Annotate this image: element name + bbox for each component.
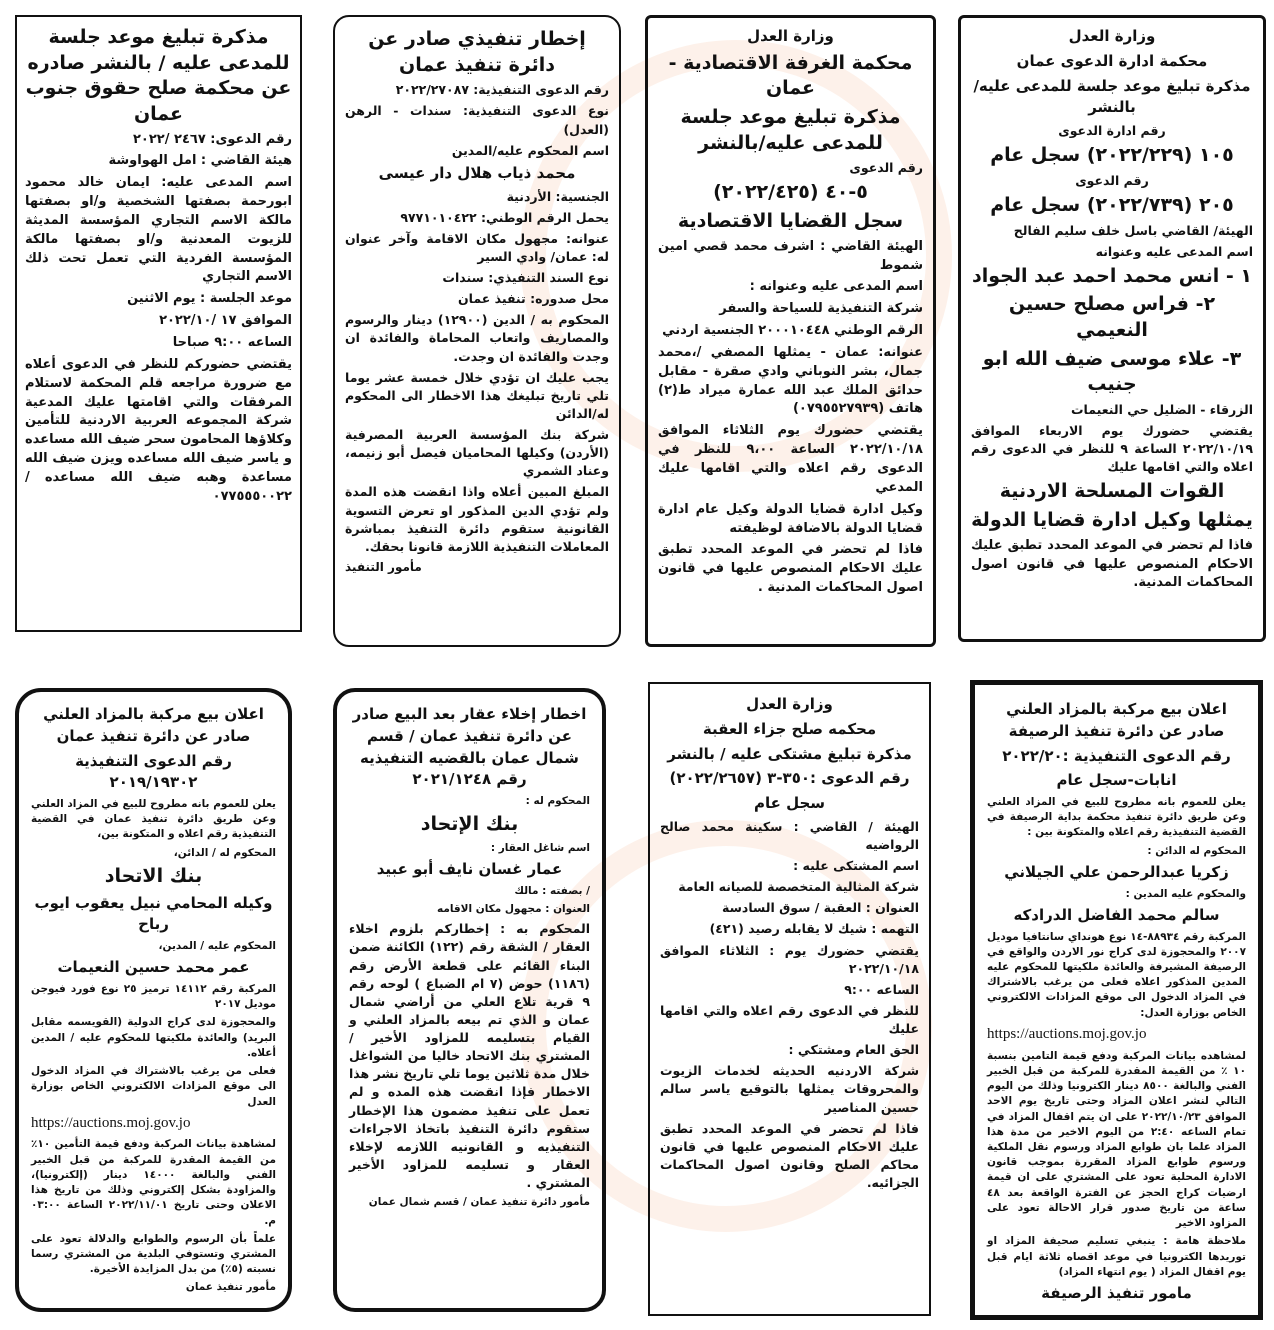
notice-vehicle-auction-amman [15,688,292,1312]
notice-property-eviction [333,688,606,1312]
notice-text: يقتضي حضورك يوم : الثلاثاء الموافق ٢٠٢٢/١٠/١٨ [660,942,919,976]
notice-text: موعد الجلسة : يوم الاثنين [127,291,292,307]
notice-text: فاذا لم تحضر في الموعد المحدد تطبق عليك الاحكام المنصوص عليها في قانون محاكم الصلح وقانون اصول المحاكمات الجزائيه. [660,1120,919,1190]
notice-headline: سجل القضايا الاقتصادية [677,210,904,233]
notice-text: اسم المدعى عليه وعنوانه [1095,243,1253,259]
notice-heading: مامور تنفيذ الرصيفة [1041,1283,1192,1302]
notice-text: اسم المدعى عليه وعنوانه : [749,279,923,295]
notice-text: هيئة القاضي : امل الهواوشة [108,153,292,169]
notice-text: الحق العام ومشتكي : [788,1042,919,1058]
notice-headline: القوات المسلحة الاردنية [999,480,1225,503]
notice-text: الهيئة/ القاضي باسل خلف سليم الفالح [1013,222,1253,238]
auction-website-link[interactable]: https://auctions.moj.gov.jo [987,1025,1147,1042]
notice-small-text: / بصفته : مالك [514,884,590,897]
notice-small-text: المحكوم له : [525,795,590,807]
notice-small-text: علماً بأن الرسوم والطوابع والدلالة تعود على المشتري وتستوفي البلدية من المشتري رسما نسبته (٥٪) من بدل المزايدة الأخيرة. [31,1232,276,1276]
notice-text: العنوان : العقبة / سوق السادسة [722,900,919,916]
notice-small-text: لمشاهده بيانات المركبة ودفع قيمة التامين بنسبة ١٠ ٪ من القيمة المقدرة للمركبة من قبل الخبير الفني والبالغة ٨٥٠٠ دينار الكترونيا وذلك من اليوم التالي لنشر اعلان المزاد وحتى تاريخ يوم الاحد الموافق ٢٠٢٢/١٠/٢٣ على ان يتم اقفال المزاد في تمام الساعه ٢:٤٠ من اليوم الاخير من مدة هذا المزاد علما بان طوابع المزاد ورسوم نقل الملكية ورسوم طوابع المزاد المقررة بموجب قانون الادارة المحلية تعود على المشتري على ان قيمة ارضيات كراج الحجز عن الفترة الواقعة بعد ٤٨ ساعة من تاريخ صدور قرار الاحالة تعود على المزاود الاخير [987,1049,1247,1230]
notice-heading: زكريا عبدالرحمن علي الجيلاني [1004,862,1229,881]
notice-text: الساعه ٩:٠٠ صباحا [172,335,292,350]
notice-text: للنظر في الدعوى رقم اعلاه والتي اقامها عليك [660,1002,919,1036]
notice-headline: ٢٠٥ (٢٠٢٢/٧٣٩) سجل عام [990,193,1234,216]
notice-text: نوع السند التنفيذي: سندات [442,270,609,286]
notice-heading: سالم محمد الفاضل الدرادكه [1013,905,1220,924]
notice-text: فاذا لم تحضر في الموعد المحدد تطبق عليك الاحكام المنصوص عليها في قانون اصول المحاكمات المدنية . [658,542,923,596]
notice-text: الهيئة القاضي : اشرف محمد قصي امين شموط [658,238,923,273]
notice-small-text: المحكوم له / الدائن، [173,846,276,859]
notice-headline: ٢- فراس مصلح حسين النعيمي [1008,293,1216,342]
notice-heading: وزارة العدل [1068,27,1156,45]
notice-headline: مذكرة تبليغ موعد جلسة للمدعى عليه / بالنشر صادره عن محكمة صلح حقوق جنوب عمان [25,26,292,125]
notice-small-text: اسم شاغل العقار : [490,841,590,854]
notice-text: الساعه ٩:٠٠ [844,981,919,997]
notice-text: اسم المشتكى عليه : [793,858,919,873]
notice-small-text: يعلن للعموم بانه مطروح للبيع في المزاد العلني وعن طريق دائرة تنفيذ عمان في القضية التنفيذية رقم اعلاه و المتكونة بين، [31,798,276,841]
notice-text: المبلغ المبين أعلاه واذا انقضت هذه المدة ولم تؤدي الدين المذكور او تعرض التسوية القانونية ستقوم دائرة التنفيذ بمباشرة المعاملات التنفيذية اللازمة قانونا بحقك. [345,484,609,554]
notice-heading: مذكرة تبليغ مشتكى عليه / بالنشر [667,744,912,763]
notice-text: رقم الدعوى [849,160,923,176]
notice-heading: عمار غسان نايف أبو عبيد [376,860,563,879]
notice-text: يجب عليك ان تؤدي خلال خمسة عشر يوما تلي تاريخ تبليغك هذا الاخطار الى المحكوم له/الدائن [345,369,609,421]
notice-text: عنوانه: مجهول مكان الاقامة وآخر عنوان له: عمان/ وادي السير [345,230,609,264]
notice-heading: رقم الدعوى التنفيذية ٢٠١٩/١٩٣٠٢ [75,751,232,792]
notice-text: شركة الاردنيه الحديثه لخدمات الزيوت والمحروقات يمثلها بالتوقيع ياسر سالم حسين المناصير [660,1063,919,1115]
notice-small-text: المحكوم له الدائن : [1147,844,1246,857]
notice-heading: رقم الدعوى التنفيذية :٢٠٢٢/٢٠ [1002,746,1231,765]
notice-small-text: ملاحظة هامة : ينبغي تسليم صحيفة المزاد او توريدها الكترونيا في موعد اقصاه ثلاثة ايام قبل يوم اقفال المزاد ( يوم انتهاء المزاد) [987,1235,1246,1278]
notice-text: يقتضي حضورك يوم الاربعاء الموافق ٢٠٢٢/١٠/١٩ الساعة ٩ للنظر في الدعوى رقم اعلاه والتي اقامها عليك [971,423,1254,475]
notice-headline: مذكرة تبليغ موعد جلسة للمدعى عليه/بالنشر [680,106,901,154]
notice-headline: إخطار تنفيذي صادر عن دائرة تنفيذ عمان [368,28,586,76]
notice-text: رقم الدعوى التنفيذية: ٢٠٢٢/٢٧٠٨٧ [395,82,609,98]
notice-text: الزرقاء - الضليل حي النعيمات [1070,401,1253,417]
notice-label: رقم ادارة الدعوى [1058,123,1166,138]
notice-text: فاذا لم تحضر في الموعد المحدد تطبق عليك الاحكام المنصوص عليها في قانون اصول المحاكمات المدنية. [971,537,1253,591]
auction-website-link[interactable]: https://auctions.moj.gov.jo [31,1114,191,1131]
notice-text: يحمل الرقم الوطني: ٩٧٧١٠١٠٤٢٢ [400,209,609,225]
notice-heading: محكمه صلح جزاء العقبة [702,719,877,738]
notice-text: الموافق ١٧ /٢٠٢٢/١٠ [159,313,292,329]
notice-south-amman-court [15,15,302,632]
notice-text: يقتضي حضوركم للنظر في الدعوى أعلاه مع ضرورة مراجعه قلم المحكمة لاستلام المرفقات والتي اقامتها عليك المدعية شركة المجموعه العربية الاردنية للتأمين وكلاؤها المحامون سحر ضيف الله مساعده و ياسر ضيف الله مساعده ويزن ضيف الله مساعدة وهبه ضيف الله مساعده /٠٧٧٥٥٥٠٠٢٢ [25,356,292,504]
notice-text: الجنسية: الأردنية [506,188,609,204]
notice-text: محل صدوره: تنفيذ عمان [457,291,609,307]
notice-heading: اعلان بيع مركبة بالمزاد العلني صادر عن دائرة تنفيذ عمان [43,705,264,745]
notice-text: شركة التنفيذية للسياحة والسفر [719,301,923,317]
notice-headline: بنك الاتحاد [104,864,203,887]
notice-heading: مذكرة تبليغ موعد جلسة للمدعى عليه/ بالنشر [973,76,1251,117]
notice-heading: محكمة ادارة الدعوى عمان [1016,51,1208,70]
notice-text: وكيل ادارة قضايا الدولة وكيل عام ادارة قضايا الدولة بالاضافة لوظيفته [658,501,923,536]
notice-small-text: فعلى من يرغب بالاشتراك في المزاد الدخول الى موقع المزادات الالكتروني الخاص بوزارة العدل [31,1065,276,1108]
notice-heading: اعلان بيع مركبة بالمزاد العلني صادر عن دائرة تنفيذ الرصيفة [1006,700,1227,740]
notice-small-text: المركبة رقم ١٤١١٢ ترميز ٢٥ نوع فورد فيوجن موديل ٢٠١٧ [31,982,276,1011]
notice-execution-amman [333,15,621,647]
notice-headline: ٥-٤٠ (٢٠٢٢/٤٢٥) [713,181,868,204]
notice-text: اسم المدعى عليه: ايمان خالد محمود ابورحمة بصفتها الشخصية و/او بصفتها مالكة الاسم التجاري المؤسسة المديثة للزيوت المعدنية و/او بصفتها مالكة المؤسسة الفردية التي تعمل تحت ذلك الاسم التجاري [25,175,292,285]
notice-text: الرقم الوطني ٢٠٠٠١٠٤٤٨ الجنسية اردني [662,323,923,339]
notice-text: اسم المحكوم عليه/المدين [451,142,609,158]
notice-headline: ١٠٥ (٢٠٢٢/٢٢٩) سجل عام [990,144,1234,167]
notice-headline: محكمة الغرفة الاقتصادية - عمان [668,51,913,100]
notice-vehicle-auction-rusaifa [970,680,1263,1320]
notice-heading: سجل عام [753,794,826,812]
notice-text: نوع الدعوى التنفيذية: سندات - الرهن (العدل) [345,103,609,137]
notice-heading: رقم الدعوى :٣٥٠-٣ (٢٠٢٢/٢٦٥٧) [669,769,910,788]
notice-small-text: والمحجوزة لدى كراج الدولية (القويسمه مقابل البريد) والعائدة ملكيتها للمحكوم عليه / المدين أعلاه. [31,1016,276,1059]
notice-headline: ١ - انس محمد احمد عبد الجواد [971,264,1252,287]
notice-text: رقم الدعوى: ٢٤٦٧ /٢٠٢٢ [132,131,292,147]
notice-small-text: العنوان : مجهول مكان الاقامه [436,903,590,916]
notice-heading: انابات-سجل عام [1056,771,1177,790]
notice-text: التهمه : شيك لا يقابله رصيد (٤٢١) [709,921,919,937]
notice-signature: مأمور التنفيذ [345,559,422,574]
notice-text: المحكوم به : إخطاركم بلزوم اخلاء العقار / الشقة رقم (١٢٢) الكائنة ضمن البناء القائم على قطعة الأرض رقم (١١٨٦) حوض (٧ ام الضباع ) لوحه رقم ٩ قرية تلاع العلي من أراضي شمال عمان و الذي تم بيعه بالمزاد العلني و القيام بتسليمه للمزاود الأخير / المشتري بنك الاتحاد خاليا من الشواغل خلال مدة ثلاثين يوما تلي تاريخ نشر هذا الاخطار فإذا انقضت هذه المده و لم تعمل على تنفيذ مضمون هذا الإخطار ستقوم دائرة التنفيذ باتخاذ الاجراءات التنفيذيه و القانونيه اللازمه لإخلاء العقار و تسليمه للمزاود الأخير المشتري . [349,921,590,1191]
notice-aqaba-criminal-court [648,682,931,1316]
notice-small-text: والمحكوم عليه المدين : [1125,887,1246,900]
notice-small-text: المحكوم عليه / المدين، [158,940,276,953]
notice-text: المحكوم به / الدين (١٢٩٠٠) دينار والرسوم والمصاريف واتعاب المحاماة والفائدة ان وجدت والفائدة ان وجدت. [345,312,609,364]
notice-small-text: مأمور تنفيذ عمان [185,1281,276,1294]
notice-small-text: مأمور دائرة تنفيذ عمان / قسم شمال عمان [368,1196,590,1209]
notice-small-text: يعلن للعموم بانه مطروح للبيع في المزاد العلني وعن طريق دائرة تنفيذ محكمة بداية الرصيفة في القضية التنفيذية رقم اعلاه والمتكونة بين : [987,796,1246,839]
notice-heading: عمر محمد حسين النعيمات [57,958,250,977]
notice-economic-chamber-amman [645,15,936,647]
notice-case-management-amman [958,15,1266,642]
notice-text: عنوانه: عمان - يمثلها المصفي /،محمد جمال، بشر النوباني وادي صقرة - مقابل حدائق الملك عبد الله عمارة ميراد ط(٢) هاتف (٠٧٩٥٥٢٧٩٣٩) [658,344,923,417]
notice-heading: وكيله المحامي نبيل يعقوب ايوب رباح [34,893,273,934]
notice-small-text: لمشاهدة بيانات المركبة ودفع قيمة التأمين ١٠٪ من القيمة المقدرة للمركبة من قبل الخبير الفني والبالغة ١٤٠٠٠ دينار (إلكترونيا)، والمزاودة بشكل إلكتروني وذلك من تاريخ هذا الاعلان وحتى تاريخ ٢٠٢٢/١١/٠١ الساعة ٠٣:٠٠ م. [31,1138,277,1227]
notice-text: الهيئة / القاضي : سكينة محمد صالح الرواضيه [660,818,919,852]
notice-small-text: المركبة رقم ٨٨٩٣٤-١٤ نوع هونداي سانتافيا موديل ٢٠٠٧ والمحجوزة لدى كراج نور الاردن والواقع في الرصيفة المشيرفة والعائدة ملكيتها للمحكوم عليه المدين المذكور اعلاه فعلى من يرغب بالاشتراك في المزاد الدخول الى موقع المزادات الالكتروني الخاص بوزارة العدل: [987,930,1246,1019]
notice-heading: وزارة العدل [747,27,834,45]
notice-headline: ٣- علاء موسى ضيف الله ابو جنيب [982,347,1242,396]
notice-heading: وزارة العدل [746,695,833,713]
notice-heading: اخطار إخلاء عقار بعد البيع صادر عن دائرة تنفيذ عمان / قسم شمال عمان بالقضيه التنفيذيه رقم ٢٠٢١/١٢٤٨ [352,705,587,789]
notice-text: شركة بنك المؤسسة العربية المصرفية (الأردن) وكيلها المحاميان فيصل أبو زنيمه، وعناد الشمري [345,427,609,479]
notice-headline: بنك الإتحاد [420,813,519,836]
notice-text: يقتضي حضورك يوم الثلاثاء الموافق ٢٠٢٢/١٠/١٨ الساعة ٩،٠٠ للنظر في الدعوى رقم اعلاه والتي اقامها عليك المدعي [658,423,923,495]
notice-label: رقم الدعوى [1075,172,1149,188]
notice-text: شركة المثالية المتخصصة للصيانه العامة [678,879,919,895]
notice-heading: محمد ذياب هلال دار عيسى [378,163,576,182]
notice-headline: يمثلها وكيل ادارة قضايا الدولة [971,509,1253,532]
